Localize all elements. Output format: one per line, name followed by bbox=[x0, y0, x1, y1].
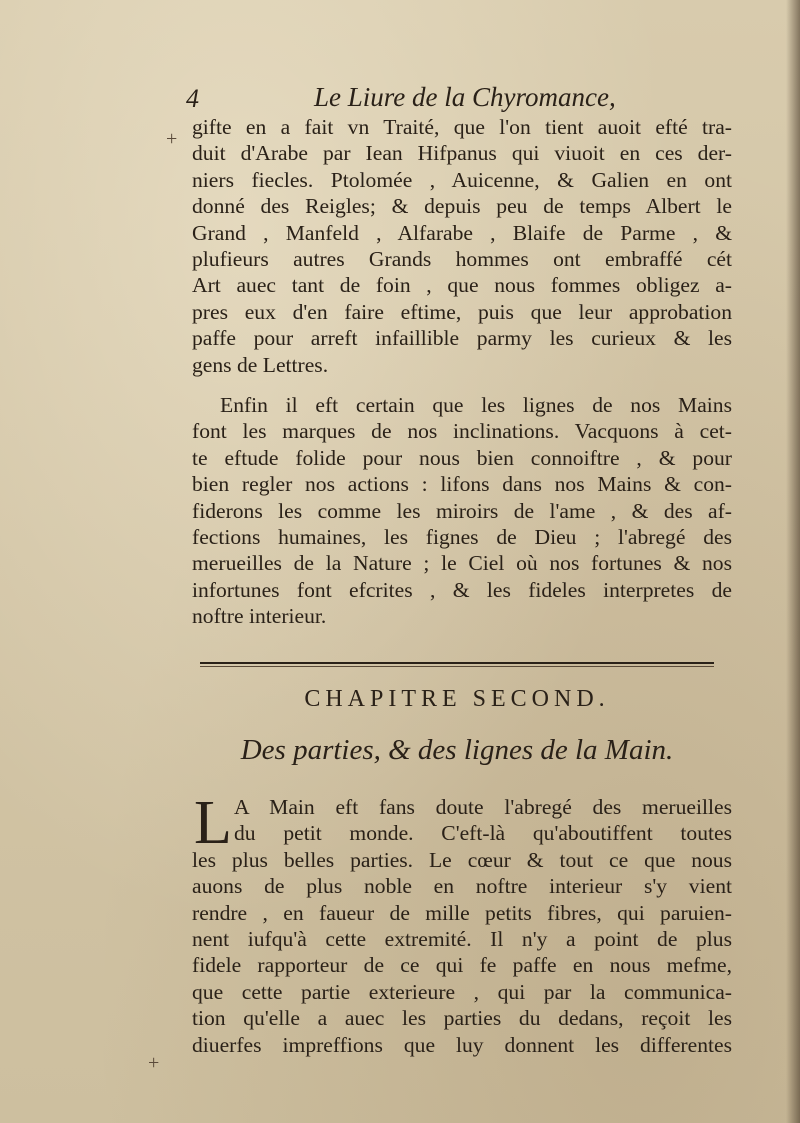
text-line: A Main eft fans doute l'abregé des merueilles bbox=[234, 795, 732, 819]
text-line: du petit monde. C'eft-là qu'aboutiffent toutes bbox=[234, 821, 732, 846]
text-line: auons de plus noble en noftre interieur s'y vient bbox=[192, 874, 732, 899]
page-header bbox=[186, 78, 646, 118]
paragraph-la-main bbox=[192, 789, 732, 1058]
text-line: plufieurs autres Grands hommes ont embraffé cét bbox=[192, 246, 732, 271]
text-line: gifte en a fait vn Traité, que l'on tient auoit efté tra- bbox=[192, 115, 732, 139]
paragraph-continued bbox=[192, 114, 732, 378]
page-number: 4 bbox=[186, 84, 199, 113]
paragraph-enfin bbox=[192, 392, 732, 630]
text-line: Enfin il eft certain que les lignes de nos Mains bbox=[220, 393, 732, 417]
text-line: niers fiecles. Ptolomée , Auicenne, & Galien en ont bbox=[192, 167, 732, 192]
text-line: fidele rapporteur de ce qui fe paffe en nous mefme, bbox=[192, 953, 732, 978]
text-line: te eftude folide pour nous bien connoiftre , & pour bbox=[192, 445, 732, 470]
text-line: gens de Lettres. bbox=[192, 352, 329, 377]
text-line: donné des Reigles; & depuis peu de temps Albert le bbox=[192, 194, 732, 219]
text-line: noftre interieur. bbox=[192, 604, 327, 629]
text-line: merueilles de la Nature ; le Ciel où nos fortunes & nos bbox=[192, 551, 732, 576]
chapter-subtitle: Des parties, & des lignes de la Main. bbox=[240, 734, 674, 766]
chapter-divider-rule bbox=[200, 662, 714, 667]
text-line: paffe pour arreft infaillible parmy les curieux & les bbox=[192, 326, 732, 351]
text-line: fections humaines, les fignes de Dieu ; l'abregé des bbox=[192, 524, 732, 549]
text-line: diuerfes impreffions que luy donnent les differentes bbox=[192, 1032, 732, 1057]
text-line: duit d'Arabe par Iean Hifpanus qui viuoit en ces der- bbox=[192, 141, 732, 166]
text-line: bien regler nos actions : lifons dans nos Mains & con- bbox=[192, 472, 732, 497]
text-line: pres eux d'en faire eftime, puis que leur approbation bbox=[192, 299, 732, 324]
text-line: Grand , Manfeld , Alfarabe , Blaife de Parme , & bbox=[192, 220, 732, 245]
text-line: font les marques de nos inclinations. Vacquons à cet- bbox=[192, 419, 732, 444]
margin-cross-mark: + bbox=[148, 1052, 160, 1074]
running-head: Le Liure de la Chyromance, bbox=[314, 82, 616, 112]
text-line: tion qu'elle a auec les parties du dedans, reçoit les bbox=[192, 1006, 732, 1031]
text-line: rendre , en faueur de mille petits fibres, qui paruien- bbox=[192, 900, 732, 925]
text-line: infortunes font efcrites , & les fideles interpretes de bbox=[192, 577, 732, 602]
drop-cap: L bbox=[194, 789, 232, 857]
text-line: nent iufqu'à cette extremité. Il n'y a point de plus bbox=[192, 926, 732, 951]
text-line: les plus belles parties. Le cœur & tout ce que nous bbox=[192, 847, 732, 872]
page-edge-shadow bbox=[786, 0, 800, 1123]
text-line: fiderons les comme les miroirs de l'ame , & des af- bbox=[192, 498, 732, 523]
text-line: que cette partie exterieure , qui par la communica- bbox=[192, 979, 732, 1004]
margin-cross-mark: + bbox=[166, 128, 178, 150]
chapter-heading: CHAPITRE SECOND. bbox=[304, 686, 610, 712]
text-line: Art auec tant de foin , que nous fommes obligez a- bbox=[192, 273, 732, 298]
